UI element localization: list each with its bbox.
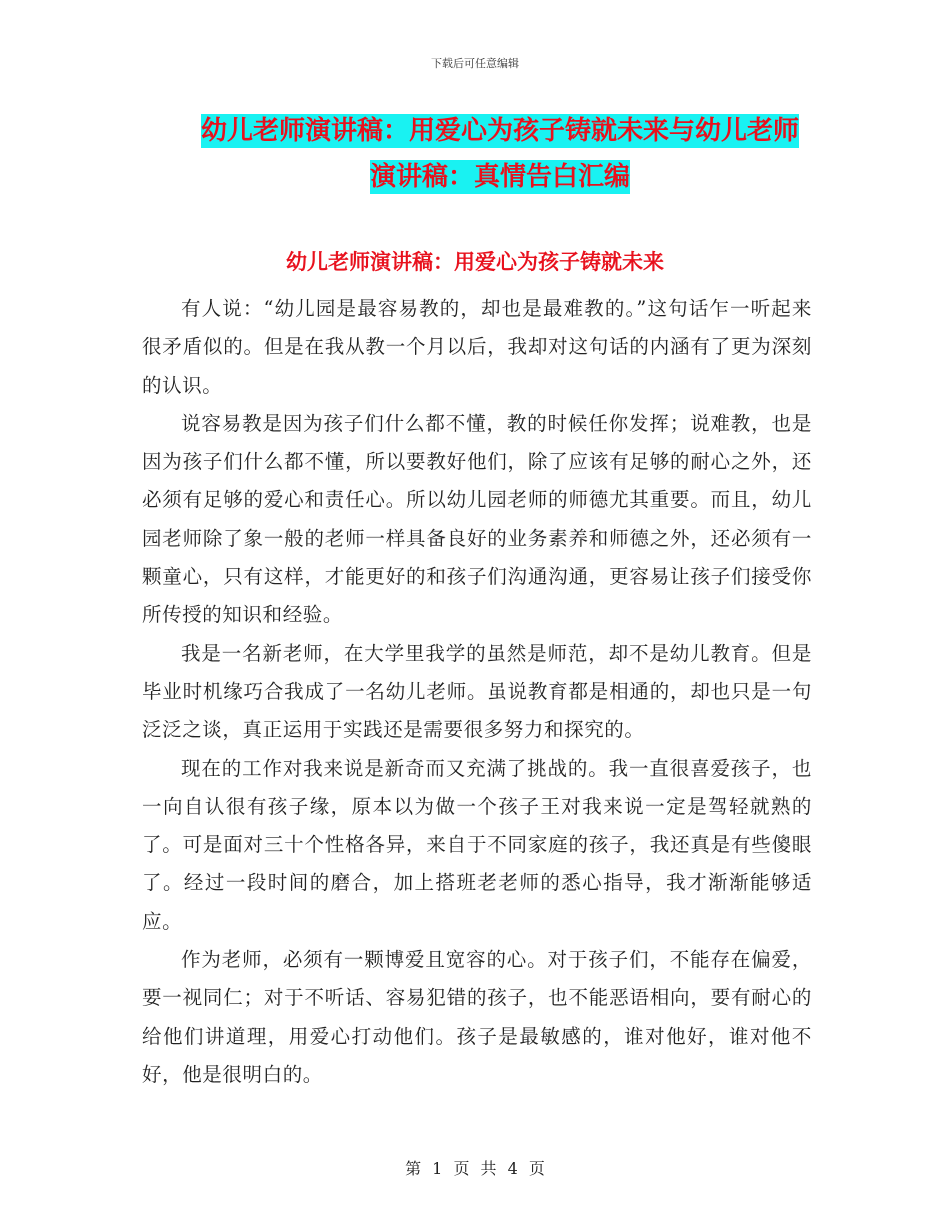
page-number-footer: 第 1 页 共 4 页 [405, 1159, 545, 1178]
body-paragraph: 有人说：“幼儿园是最容易教的，却也是最难教的。”这句话乍一听起来很矛盾似的。但是在我从教一个月以后，我却对这句话的内涵有了更为深刻的认识。 [142, 297, 812, 397]
document-title-line2: 演讲稿：真情告白汇编 [369, 162, 630, 192]
section-subtitle: 幼儿老师演讲稿：用爱心为孩子铸就未来 [286, 250, 664, 274]
document-title-line1: 幼儿老师演讲稿：用爱心为孩子铸就未来与幼儿老师 [200, 116, 799, 146]
document-title [140, 108, 860, 200]
body-paragraph: 我是一名新老师，在大学里我学的虽然是师范，却不是幼儿教育。但是毕业时机缘巧合我成了一名幼儿老师。虽说教育都是相通的，却也只是一句泛泛之谈，真正运用于实践还是需要很多努力和探究的。 [142, 641, 812, 742]
body-paragraph: 现在的工作对我来说是新奇而又充满了挑战的。我一直很喜爱孩子，也一向自认很有孩子缘，原本以为做一个孩子王对我来说一定是驾轻就熟的了。可是面对三十个性格各异，来自于不同家庭的孩子，我还真是有些傻眼了。经过一段时间的磨合，加上搭班老老师的悉心指导，我才渐渐能够适应。 [142, 756, 812, 933]
document-body [142, 290, 812, 1094]
page-header-note: 下载后可任意编辑 [431, 57, 519, 70]
body-paragraph: 说容易教是因为孩子们什么都不懂，教的时候任你发挥；说难教，也是因为孩子们什么都不懂，所以要教好他们，除了应该有足够的耐心之外，还必须有足够的爱心和责任心。所以幼儿园老师的师德尤其重要。而且，幼儿园老师除了象一般的老师一样具备良好的业务素养和师德之外，还必须有一颗童心，只有这样，才能更好的和孩子们沟通沟通，更容易让孩子们接受你所传授的知识和经验。 [142, 411, 812, 627]
body-paragraph: 作为老师，必须有一颗博爱且宽容的心。对于孩子们，不能存在偏爱，要一视同仁；对于不听话、容易犯错的孩子，也不能恶语相向，要有耐心的给他们讲道理，用爱心打动他们。孩子是最敏感的，谁对他好，谁对他不好，他是很明白的。 [142, 948, 812, 1086]
